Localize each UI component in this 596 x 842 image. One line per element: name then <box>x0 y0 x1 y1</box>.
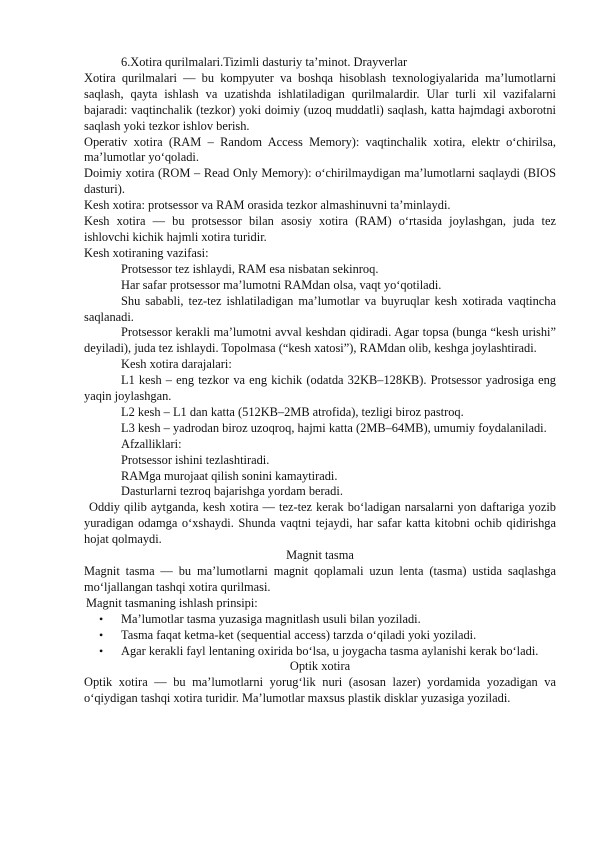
paragraph-l1-cache: L1 kesh – eng tezkor va eng kichik (odatda 32KB–128KB). Protsessor yadrosiga eng yaqin joylashgan. <box>84 373 556 404</box>
paragraph-cache-purpose-title: Kesh xotiraning vazifasi: <box>84 245 209 260</box>
paragraph-memory-devices: Xotira qurilmalari — bu kompyuter va boshqa hisoblash texnologiyalarida ma’lumotlarni saqlash, qayta ishlash va uzatishda ishlatiladigan qurilmalardir. Ular turli xil vazifalarni bajaradi: vaqtinchalik (tezkor) yoki doimiy (uzoq muddatli) saqlash, katta hajmdagi axborotni saqlash yoki tezkor ishlov berish. <box>84 70 556 133</box>
bullet-icon: • <box>99 627 104 642</box>
paragraph-cache-short: Kesh xotira: protsessor va RAM orasida tezkor almashinuvni ta’minlaydi. <box>84 198 451 213</box>
paragraph-cpu-fast: Protsessor tez ishlaydi, RAM esa nisbatan sekinroq. <box>121 261 379 276</box>
list-item <box>84 612 556 628</box>
list-item <box>84 644 556 660</box>
paragraph-l3-cache: L3 kesh – yadrodan biroz uzoqroq, hajmi katta (2MB–64MB), umumiy foydalaniladi. <box>121 420 547 435</box>
heading-optical-memory: Optik xotira <box>289 659 351 674</box>
list-item-text: Ma’lumotlar tasma yuzasiga magnitlash usuli bilan yoziladi. <box>121 611 421 626</box>
paragraph-cache-storage: Shu sababli, tez-tez ishlatiladigan ma’lumotlar va buyruqlar kesh xotirada vaqtincha saqlanadi. <box>84 293 556 324</box>
paragraph-magnetic-tape: Magnit tasma — bu ma’lumotlarni magnit qoplamali uzun lenta (tasma) ustida saqlashga mo‘ljallangan tashqi xotira qurilmasi. <box>84 564 556 594</box>
paragraph-cache-hit-miss: Protsessor kerakli ma’lumotni avval keshdan qidiradi. Agar topsa (bunga “kesh urishi” deyiladi), juda tez ishlaydi. Topolmasa (“kesh xatosi”), RAMdan olib, keshga joylashtiradi. <box>84 325 556 356</box>
paragraph-advantage-speed: Protsessor ishini tezlashtiradi. <box>121 452 270 467</box>
section-heading: 6.Xotira qurilmalari.Tizimli dasturiy ta’minot. Drayverlar <box>121 55 408 69</box>
heading-magnetic-tape: Magnit tasma <box>286 548 354 563</box>
paragraph-optical-memory: Optik xotira — bu ma’lumotlarni yorug‘lik nuri (asosan lazer) yordamida yozadigan va o‘qiydigan tashqi xotira turidir. Ma’lumotlar maxsus plastik disklar yuzasiga yoziladi. <box>84 675 556 706</box>
paragraph-advantage-ram-access: RAMga murojaat qilish sonini kamaytiradi. <box>121 468 338 483</box>
paragraph-rom: Doimiy xotira (ROM – Read Only Memory): o‘chirilmaydigan ma’lumotlarni saqlaydi (BIOS dasturi). <box>84 166 556 197</box>
paragraph-cache-definition: Kesh xotira — bu protsessor bilan asosiy xotira (RAM) o‘rtasida joylashgan, juda tez ishlovchi kichik hajmli xotira turidir. <box>84 214 556 244</box>
list-item <box>84 628 556 644</box>
paragraph-cache-analogy: Oddiy qilib aytganda, kesh xotira — tez-tez kerak bo‘ladigan narsalarni yon daftariga yozib yuradigan odamga o‘xshaydi. Shunda vaqtni tejaydi, har safar katta kitobni ochib qidirishga hojat qolmaydi. <box>84 500 556 547</box>
paragraph-l2-cache: L2 kesh – L1 dan katta (512KB–2MB atrofida), tezligi biroz pastroq. <box>121 404 464 419</box>
paragraph-ram-time-loss: Har safar protsessor ma’lumotni RAMdan olsa, vaqt yo‘qotiladi. <box>121 277 442 292</box>
paragraph-tape-principle-title: Magnit tasmaning ishlash prinsipi: <box>86 595 258 610</box>
list-item-text: Tasma faqat ketma-ket (sequential access) tarzda o‘qiladi yoki yoziladi. <box>121 627 477 642</box>
paragraph-ram: Operativ xotira (RAM – Random Access Memory): vaqtinchalik xotira, elektr o‘chirilsa, ma’lumotlar yo‘qoladi. <box>84 134 556 165</box>
list-item-text: Agar kerakli fayl lentaning oxirida bo‘lsa, u joygacha tasma aylanishi kerak bo‘ladi. <box>121 643 539 658</box>
paragraph-advantages-title: Afzalliklari: <box>121 436 182 451</box>
bullet-icon: • <box>99 643 104 658</box>
document-page <box>84 55 556 707</box>
paragraph-advantage-programs: Dasturlarni tezroq bajarishga yordam beradi. <box>121 484 343 499</box>
paragraph-cache-levels-title: Kesh xotira darajalari: <box>121 357 232 372</box>
tape-principles-list <box>84 612 556 660</box>
bullet-icon: • <box>99 611 104 626</box>
